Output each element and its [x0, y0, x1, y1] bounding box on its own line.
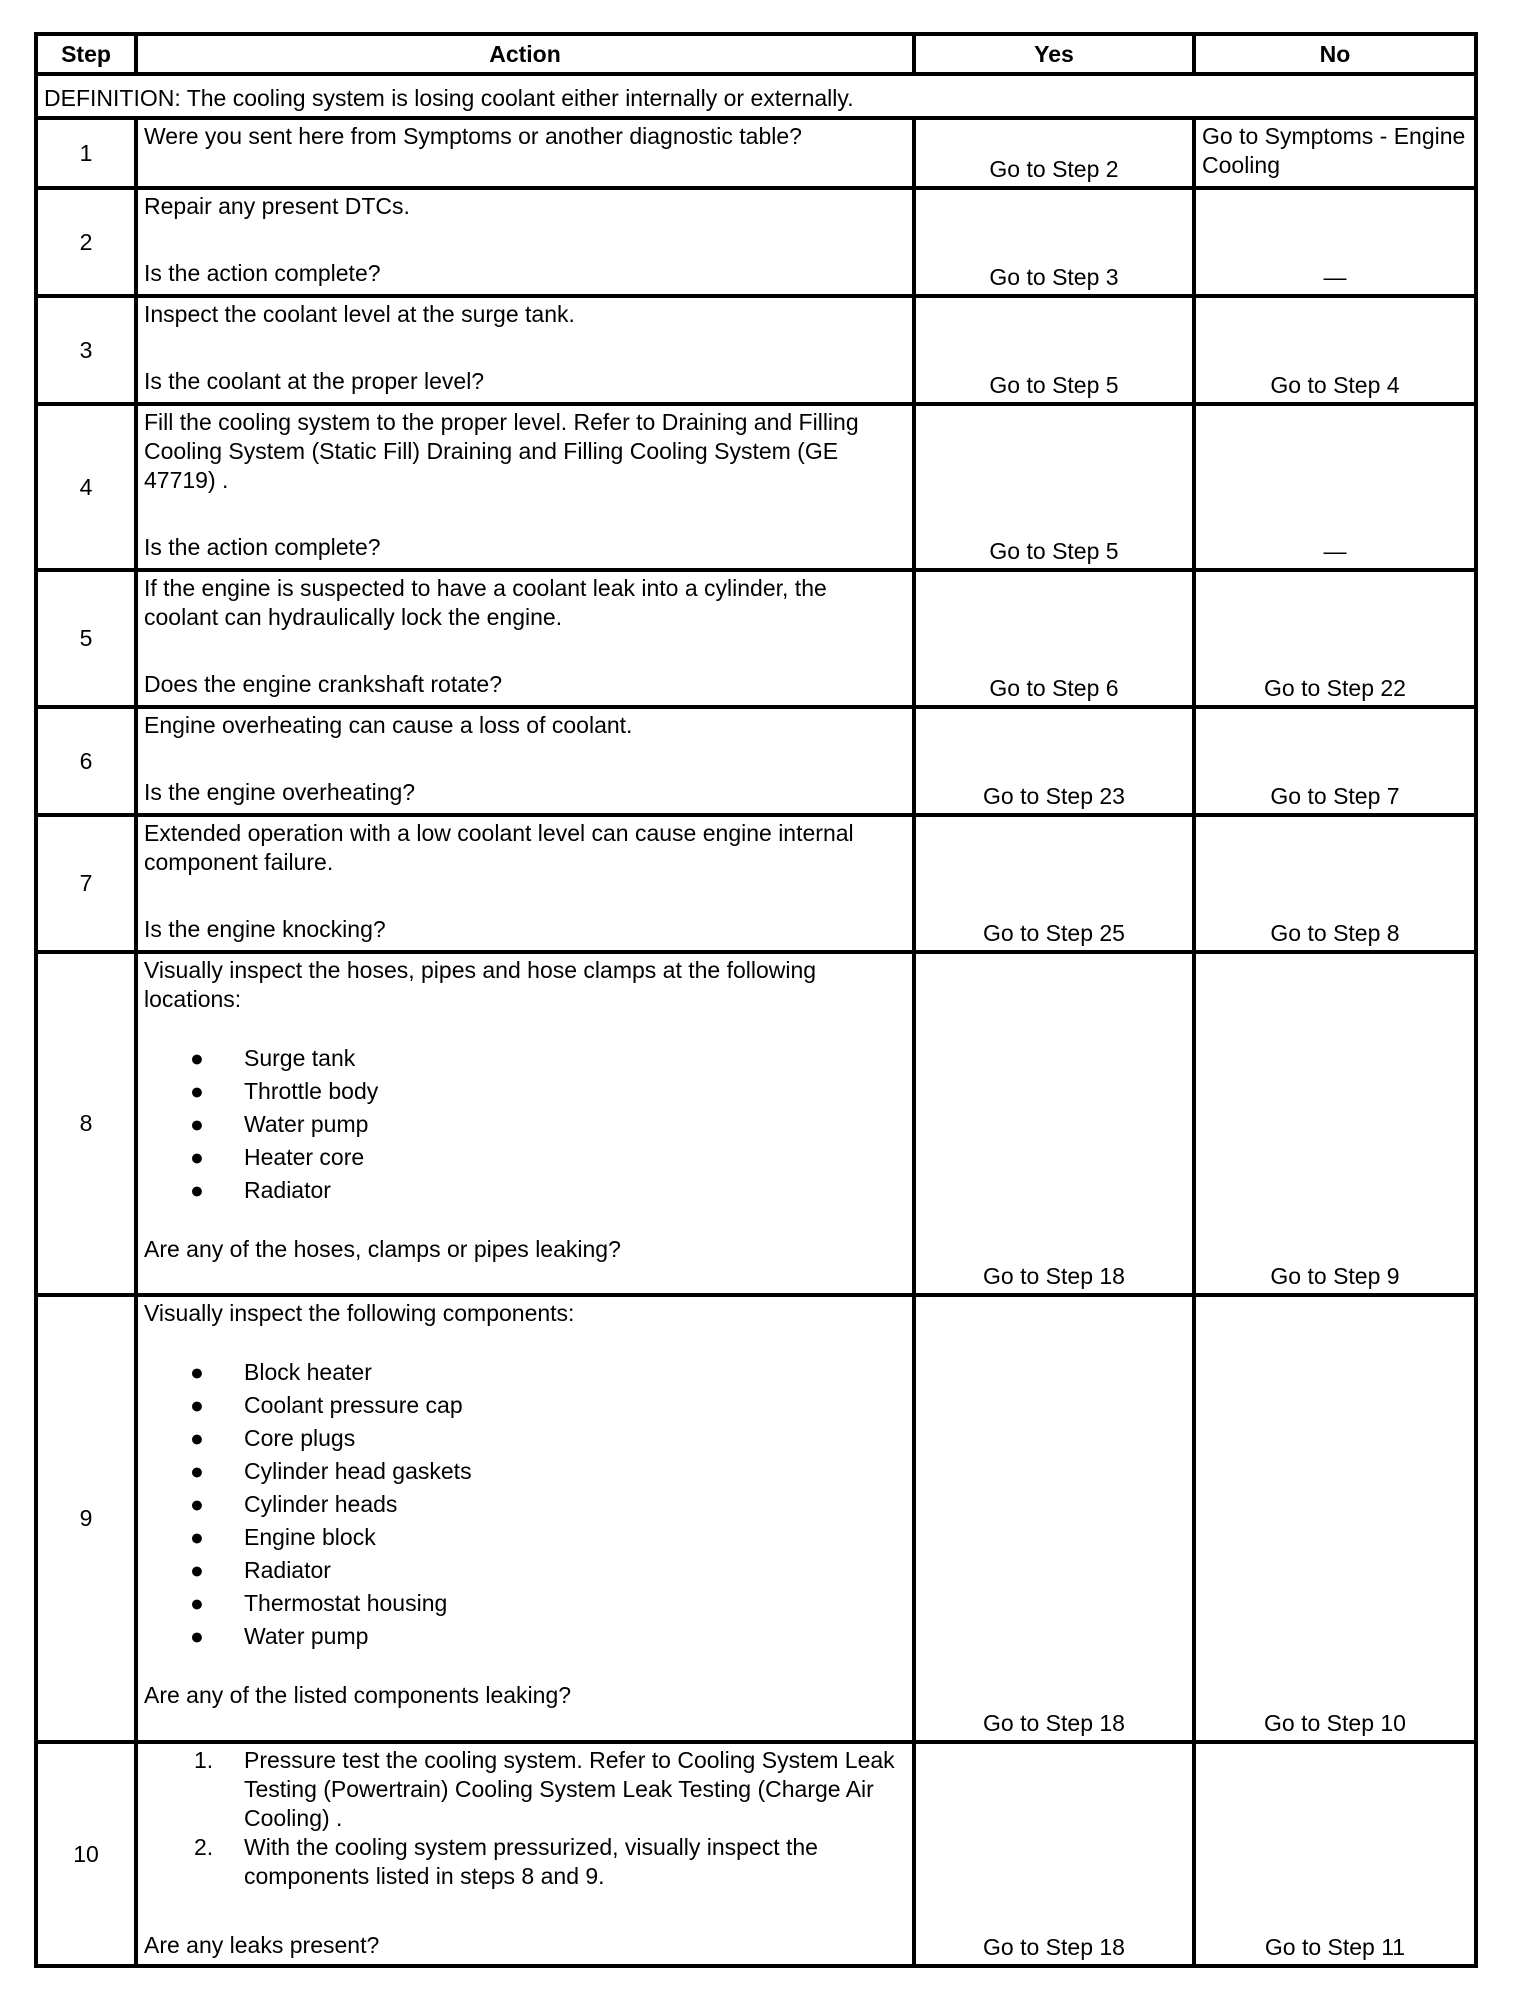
action-text: Extended operation with a low coolant level can cause engine internal component failure. — [144, 820, 854, 875]
step-number: 9 — [36, 1295, 136, 1742]
action-question: Is the action complete? — [144, 534, 381, 560]
step-number: 10 — [36, 1742, 136, 1966]
table-row — [36, 404, 1476, 570]
action-cell — [136, 296, 914, 404]
action-text: Inspect the coolant level at the surge tank. — [144, 301, 575, 327]
yes-cell: Go to Step 18 — [914, 1742, 1194, 1966]
action-cell — [136, 404, 914, 570]
table-row — [36, 815, 1476, 952]
action-cell — [136, 1742, 914, 1966]
list-item: 1. Pressure test the cooling system. Refer to Cooling System Leak Testing (Powertrain) Cooling System Leak Testing (Charge Air Cooling) . — [194, 1747, 895, 1831]
table-row — [36, 1295, 1476, 1742]
action-cell — [136, 118, 914, 188]
bullet-list — [144, 1044, 906, 1205]
action-text: Visually inspect the following components: — [144, 1300, 575, 1326]
no-cell: Go to Symptoms - Engine Cooling — [1194, 118, 1476, 188]
no-cell: Go to Step 8 — [1194, 815, 1476, 952]
list-item: ● Block heater — [190, 1359, 372, 1385]
header-no: No — [1194, 34, 1476, 74]
list-item: ● Water pump — [190, 1623, 369, 1649]
list-item: ● Radiator — [190, 1557, 331, 1583]
action-text: Repair any present DTCs. — [144, 193, 410, 219]
yes-cell: Go to Step 6 — [914, 570, 1194, 707]
step-number: 2 — [36, 188, 136, 296]
list-item: 2. With the cooling system pressurized, visually inspect the components listed in steps 8 and 9. — [194, 1834, 818, 1889]
yes-cell: Go to Step 3 — [914, 188, 1194, 296]
list-item: ● Heater core — [190, 1144, 365, 1170]
step-number: 4 — [36, 404, 136, 570]
action-question: Is the engine knocking? — [144, 916, 386, 942]
list-item: ● Surge tank — [190, 1045, 356, 1071]
header-row — [36, 34, 1476, 74]
action-question: Is the action complete? — [144, 260, 381, 286]
yes-cell: Go to Step 2 — [914, 118, 1194, 188]
list-item: ● Coolant pressure cap — [190, 1392, 463, 1418]
no-cell: Go to Step 11 — [1194, 1742, 1476, 1966]
header-action: Action — [136, 34, 914, 74]
table-row — [36, 952, 1476, 1295]
list-item: ● Core plugs — [190, 1425, 356, 1451]
no-cell: Go to Step 7 — [1194, 707, 1476, 815]
header-step: Step — [36, 34, 136, 74]
action-question: Are any of the hoses, clamps or pipes leaking? — [144, 1236, 621, 1262]
list-item: ● Throttle body — [190, 1078, 379, 1104]
table-row — [36, 1742, 1476, 1966]
action-question: Is the engine overheating? — [144, 779, 416, 805]
action-cell — [136, 188, 914, 296]
action-text: Visually inspect the hoses, pipes and hose clamps at the following locations: — [144, 957, 817, 1012]
action-question: Are any of the listed components leaking? — [144, 1682, 572, 1708]
action-cell — [136, 707, 914, 815]
action-text: Were you sent here from Symptoms or another diagnostic table? — [144, 123, 802, 149]
list-item: ● Engine block — [190, 1524, 376, 1550]
step-number: 3 — [36, 296, 136, 404]
no-cell: Go to Step 10 — [1194, 1295, 1476, 1742]
yes-cell: Go to Step 18 — [914, 1295, 1194, 1742]
step-number: 7 — [36, 815, 136, 952]
table-row — [36, 118, 1476, 188]
list-item: ● Cylinder heads — [190, 1491, 398, 1517]
definition-row — [36, 74, 1476, 118]
step-number: 8 — [36, 952, 136, 1295]
action-text: Fill the cooling system to the proper level. Refer to Draining and Filling Cooling System (Static Fill) Draining and Filling Cooling System (GE 47719) . — [144, 409, 859, 493]
action-text: If the engine is suspected to have a coolant leak into a cylinder, the coolant can hydraulically lock the engine. — [144, 575, 827, 630]
numbered-list — [144, 1746, 906, 1891]
table-row — [36, 707, 1476, 815]
definition-text: DEFINITION: The cooling system is losing coolant either internally or externally. — [36, 74, 1476, 118]
no-cell: Go to Step 22 — [1194, 570, 1476, 707]
action-question: Does the engine crankshaft rotate? — [144, 671, 503, 697]
list-item: ● Cylinder head gaskets — [190, 1458, 472, 1484]
table-row — [36, 188, 1476, 296]
bullet-list — [144, 1358, 906, 1651]
action-cell — [136, 952, 914, 1295]
diagnostic-table — [34, 32, 1478, 1968]
no-cell: — — [1194, 188, 1476, 296]
action-cell — [136, 570, 914, 707]
step-number: 6 — [36, 707, 136, 815]
no-cell: — — [1194, 404, 1476, 570]
header-yes: Yes — [914, 34, 1194, 74]
table-row — [36, 570, 1476, 707]
step-number: 1 — [36, 118, 136, 188]
action-text: Engine overheating can cause a loss of coolant. — [144, 712, 633, 738]
action-cell — [136, 815, 914, 952]
yes-cell: Go to Step 23 — [914, 707, 1194, 815]
no-cell: Go to Step 9 — [1194, 952, 1476, 1295]
yes-cell: Go to Step 5 — [914, 404, 1194, 570]
list-item: ● Water pump — [190, 1111, 369, 1137]
table-row — [36, 296, 1476, 404]
step-number: 5 — [36, 570, 136, 707]
list-item: ● Thermostat housing — [190, 1590, 448, 1616]
yes-cell: Go to Step 18 — [914, 952, 1194, 1295]
no-cell: Go to Step 4 — [1194, 296, 1476, 404]
action-cell — [136, 1295, 914, 1742]
yes-cell: Go to Step 25 — [914, 815, 1194, 952]
list-item: ● Radiator — [190, 1177, 331, 1203]
action-question: Is the coolant at the proper level? — [144, 368, 485, 394]
yes-cell: Go to Step 5 — [914, 296, 1194, 404]
action-question: Are any leaks present? — [144, 1932, 380, 1958]
